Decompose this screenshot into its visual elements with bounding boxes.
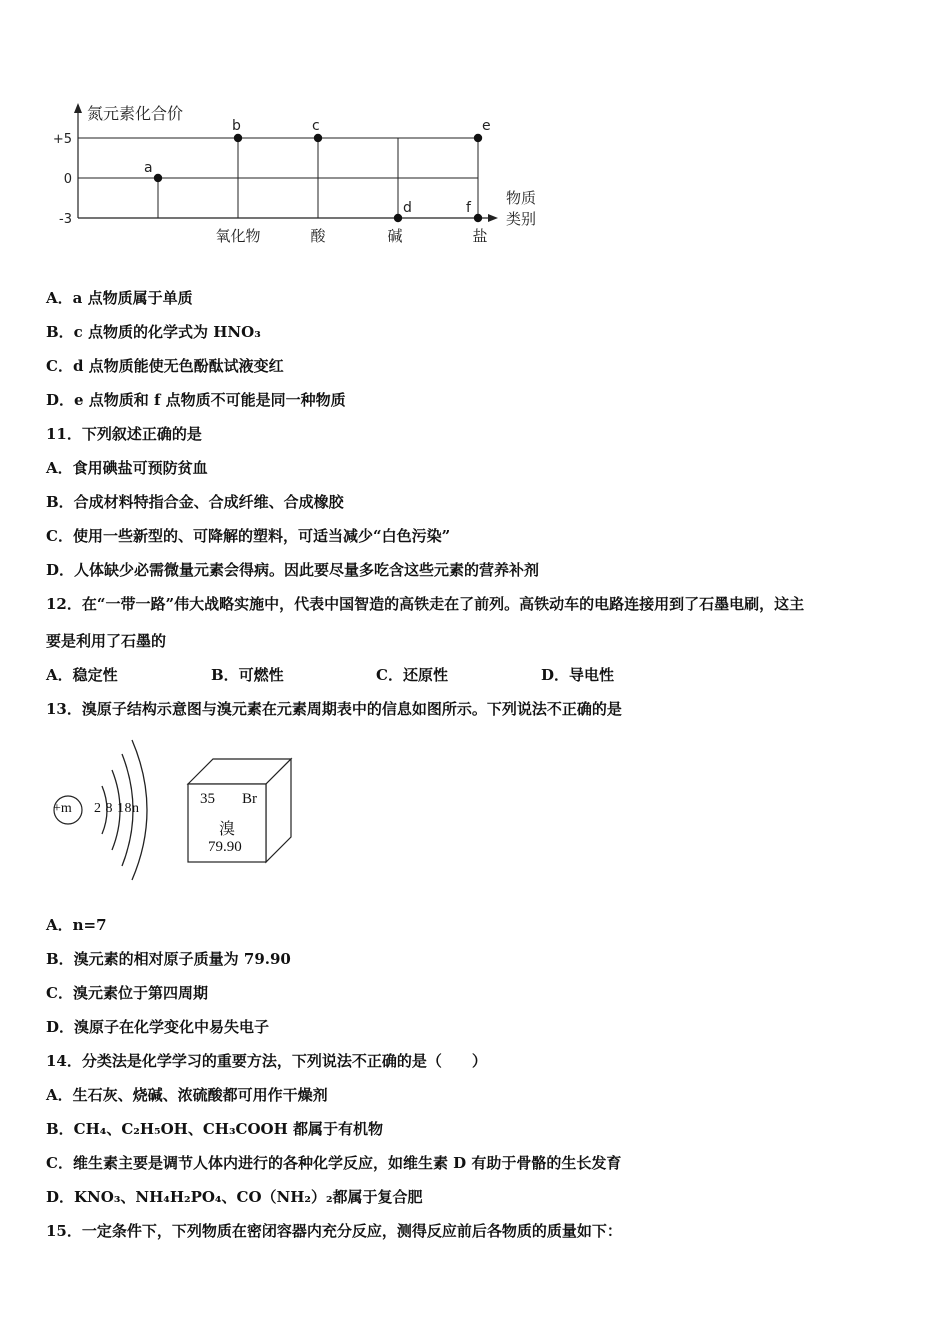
q11-stem: 11．下列叙述正确的是 [46, 425, 202, 443]
element-cube [185, 756, 305, 876]
nucleus-charge: +m [53, 801, 72, 816]
q10-option-c: C．d 点物质能使无色酚酞试液变红 [46, 357, 284, 375]
q12-stem-line2: 要是利用了石墨的 [46, 632, 167, 650]
q13-option-a: A．n=7 [46, 916, 107, 934]
x-axis-arrow [488, 214, 498, 222]
q12-stem-line1: 12．在“一带一路”伟大战略实施中，代表中国智造的高铁走在了前列。高铁动车的电路连接用到了石墨电刷，这主 [46, 595, 805, 613]
q12-option-b: B．可燃性 [211, 666, 284, 684]
y-tick-label: +5 [52, 132, 72, 147]
point-label-c: c [312, 118, 320, 134]
data-point-f [474, 214, 482, 222]
valence-chart [40, 100, 600, 250]
data-point-d [394, 214, 402, 222]
data-point-c [314, 134, 322, 142]
y-tick-label: -3 [59, 212, 72, 227]
q10-option-d: D．e 点物质和 f 点物质不可能是同一种物质 [46, 391, 346, 409]
q14-stem: 14．分类法是化学学习的重要方法，下列说法不正确的是（ ） [46, 1052, 487, 1070]
point-label-d: d [403, 200, 412, 216]
q13-option-c: C．溴元素位于第四周期 [46, 984, 208, 1002]
atomic-mass: 79.90 [208, 839, 242, 855]
q11-option-d: D．人体缺少必需微量元素会得病。因此要尽量多吃含这些元素的营养补剂 [46, 561, 540, 579]
element-name: 溴 [219, 821, 236, 838]
point-label-e: e [482, 118, 491, 134]
q12-option-c: C．还原性 [376, 666, 448, 684]
q10-option-a: A．a 点物质属于单质 [46, 289, 193, 307]
q14-option-c: C．维生素主要是调节人体内进行的各种化学反应，如维生素 D 有助于骨骼的生长发育 [46, 1154, 622, 1172]
category-label: 酸 [310, 227, 326, 245]
y-axis-arrow [74, 103, 82, 113]
q13-stem: 13．溴原子结构示意图与溴元素在元素周期表中的信息如图所示。下列说法不正确的是 [46, 700, 622, 718]
q14-option-b: B．CH₄、C₂H₅OH、CH₃COOH 都属于有机物 [46, 1120, 383, 1138]
category-label: 盐 [472, 227, 488, 245]
q11-option-c: C．使用一些新型的、可降解的塑料，可适当减少“白色污染” [46, 527, 451, 545]
atomic-number: 35 [200, 791, 215, 807]
q12-option-d: D．导电性 [541, 666, 615, 684]
q13-option-b: B．溴元素的相对原子质量为 79.90 [46, 950, 291, 968]
q12-option-a: A．稳定性 [46, 666, 118, 684]
y-axis-title: 氮元素化合价 [87, 104, 184, 123]
q15-stem: 15．一定条件下，下列物质在密闭容器内充分反应，测得反应前后各物质的质量如下： [46, 1222, 622, 1240]
q10-option-b: B．c 点物质的化学式为 HNO₃ [46, 323, 261, 341]
data-point-e [474, 134, 482, 142]
x-axis-title-line2: 类别 [506, 210, 537, 228]
y-tick-label: 0 [63, 172, 72, 187]
category-label: 氧化物 [215, 227, 261, 245]
q13-option-d: D．溴原子在化学变化中易失电子 [46, 1018, 270, 1036]
point-label-a: a [144, 160, 153, 176]
point-label-f: f [466, 200, 471, 216]
point-label-b: b [232, 118, 241, 134]
x-axis-title-line1: 物质 [506, 189, 537, 207]
category-label: 碱 [387, 227, 403, 245]
q14-option-a: A．生石灰、烧碱、浓硫酸都可用作干燥剂 [46, 1086, 328, 1104]
element-symbol: Br [242, 791, 257, 807]
data-point-b [234, 134, 242, 142]
q14-option-d: D．KNO₃、NH₄H₂PO₄、CO（NH₂）₂都属于复合肥 [46, 1188, 423, 1206]
data-point-a [154, 174, 162, 182]
q11-option-b: B．合成材料特指合金、合成纤维、合成橡胶 [46, 493, 344, 511]
q11-option-a: A．食用碘盐可预防贫血 [46, 459, 208, 477]
electron-shells-label: 2 8 18n [94, 801, 140, 816]
